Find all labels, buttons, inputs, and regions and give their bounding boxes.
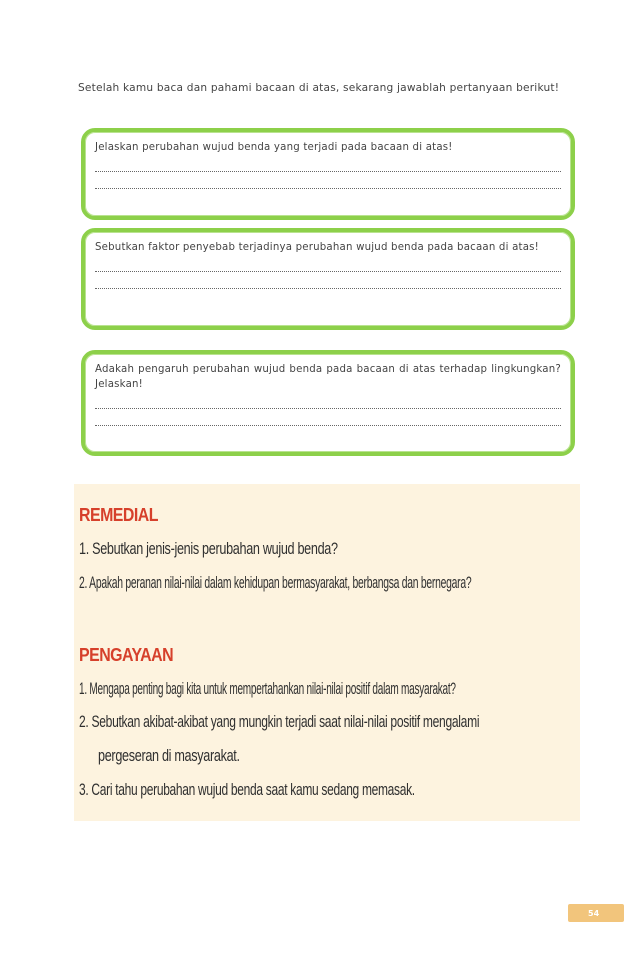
page-number: 54 [588,908,600,918]
pengayaan-item: 2. Sebutkan akibat-akibat yang mungkin terjadi saat nilai-nilai positif mengalami [79,713,480,731]
page-number-badge [568,904,624,922]
remedial-item: 2. Apakah peranan nilai-nilai dalam kehidupan bermasyarakat, berbangsa dan bernegara? [79,574,472,592]
question-box-3 [81,350,575,456]
answer-line[interactable] [95,255,561,272]
answer-line[interactable] [95,172,561,189]
answer-line[interactable] [95,392,561,409]
pengayaan-item-continued: pergeseran di masyarakat. [98,747,240,765]
question-text: Jelaskan perubahan wujud benda yang terjadi pada bacaan di atas! [95,142,453,153]
pengayaan-item: 1. Mengapa penting bagi kita untuk mempertahankan nilai-nilai positif dalam masyarakat? [79,680,456,698]
remedial-item: 1. Sebutkan jenis-jenis perubahan wujud benda? [79,540,338,558]
pengayaan-heading: PENGAYAAN [79,644,174,665]
answer-line[interactable] [95,155,561,172]
pengayaan-item: 3. Cari tahu perubahan wujud benda saat kamu sedang memasak. [79,781,415,799]
answer-line[interactable] [95,272,561,289]
remedial-enrichment-panel [74,484,580,821]
question-box-1 [81,128,575,220]
question-text: Adakah pengaruh perubahan wujud benda pada bacaan di atas terhadap lingkungkan? Jelaskan! [95,364,561,390]
question-box-2 [81,228,575,330]
question-text: Sebutkan faktor penyebab terjadinya perubahan wujud benda pada bacaan di atas! [95,242,539,253]
remedial-heading: REMEDIAL [79,504,158,525]
answer-line[interactable] [95,409,561,426]
instruction-text: Setelah kamu baca dan pahami bacaan di atas, sekarang jawablah pertanyaan berikut! [78,82,560,94]
